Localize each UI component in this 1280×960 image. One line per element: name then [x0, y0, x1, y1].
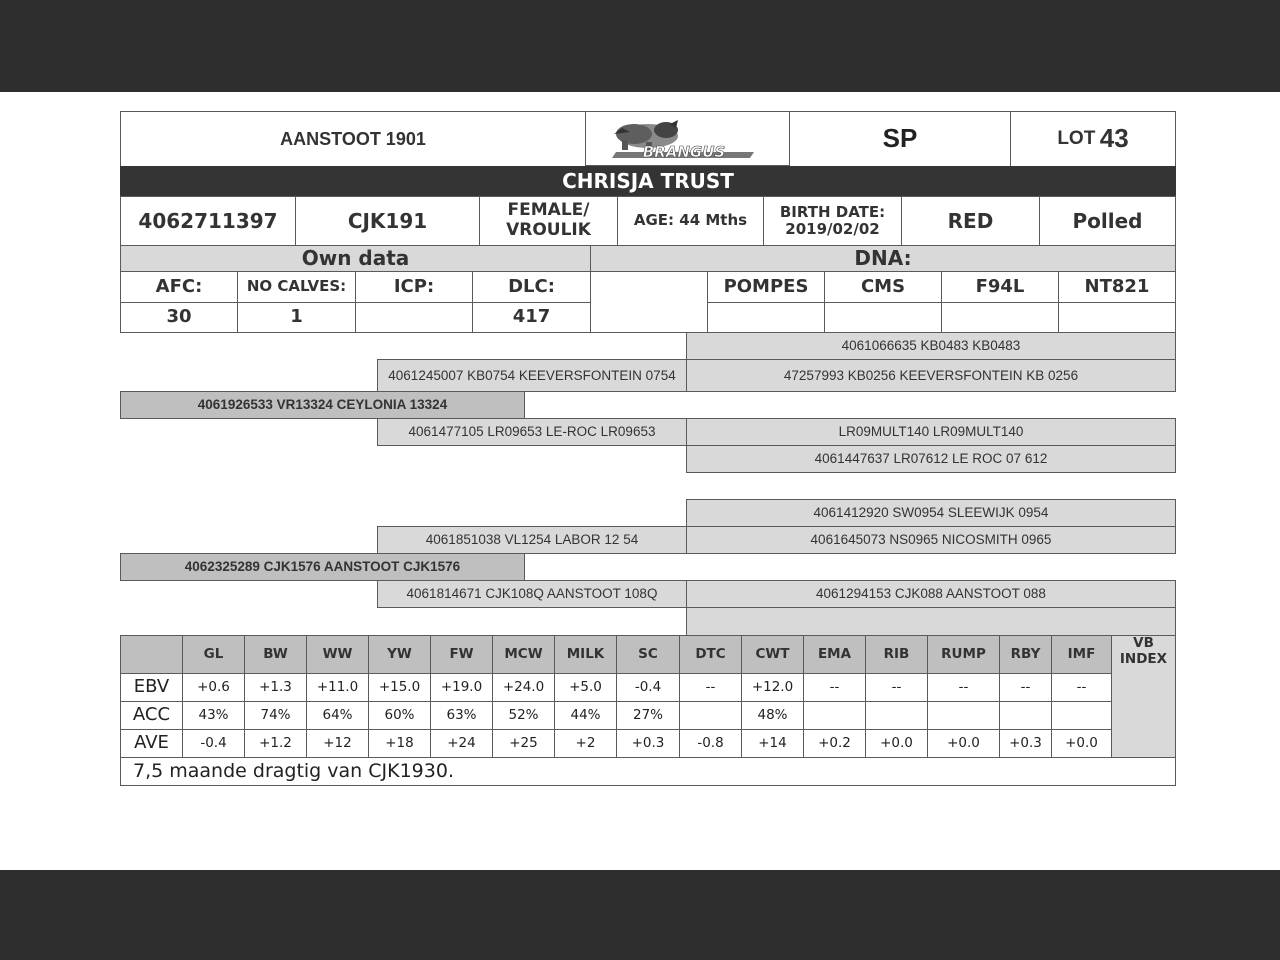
pedigree-dam-dam-dam — [686, 607, 1176, 636]
pedigree-dam-dam-sire: 4061294153 CJK088 AANSTOOT 088 — [686, 580, 1176, 608]
afc-label: AFC: — [120, 271, 238, 303]
ebv-header-bw: BW — [244, 635, 307, 674]
ebv-cell-ebv-rib: -- — [865, 673, 928, 702]
ebv-cell-ave-fw: +24 — [430, 729, 493, 758]
ebv-cell-ebv-yw: +15.0 — [368, 673, 431, 702]
ebv-header-fw: FW — [430, 635, 493, 674]
ebv-cell-acc-cwt: 48% — [741, 701, 804, 730]
ebv-cell-acc-ema — [803, 701, 866, 730]
ebv-cell-acc-fw: 63% — [430, 701, 493, 730]
pedigree-sire: 4061926533 VR13324 CEYLONIA 13324 — [120, 391, 525, 419]
ebv-header-rby: RBY — [999, 635, 1052, 674]
vb-index-header: VB INDEX — [1111, 635, 1176, 758]
ebv-header-rib: RIB — [865, 635, 928, 674]
icp-value — [355, 302, 473, 333]
lot-label: LOT — [1057, 128, 1096, 150]
dlc-value: 417 — [472, 302, 591, 333]
ebv-header-corner — [120, 635, 183, 674]
ebv-header-ema: EMA — [803, 635, 866, 674]
ebv-cell-ave-milk: +2 — [554, 729, 617, 758]
ebv-cell-acc-milk: 44% — [554, 701, 617, 730]
ebv-cell-ebv-ww: +11.0 — [306, 673, 369, 702]
logo-wordmark: BRANGUS — [642, 143, 726, 161]
ebv-cell-ave-mcw: +25 — [492, 729, 555, 758]
animal-sex: FEMALE/ VROULIK — [479, 196, 618, 246]
dna-f94l-value — [941, 302, 1059, 333]
no-calves-value: 1 — [237, 302, 356, 333]
ebv-cell-ebv-dtc: -- — [679, 673, 742, 702]
ebv-cell-acc-rby — [999, 701, 1052, 730]
brangus-logo-icon — [586, 112, 789, 165]
ebv-cell-ave-ema: +0.2 — [803, 729, 866, 758]
ebv-cell-ave-cwt: +14 — [741, 729, 804, 758]
dna-nt821-value — [1058, 302, 1176, 333]
pedigree-dam-sire-dam: 4061645073 NS0965 NICOSMITH 0965 — [686, 526, 1176, 554]
ebv-cell-ebv-fw: +19.0 — [430, 673, 493, 702]
pedigree-dam-sire-sire: 4061412920 SW0954 SLEEWIJK 0954 — [686, 499, 1176, 527]
ebv-header-mcw: MCW — [492, 635, 555, 674]
ebv-cell-acc-dtc — [679, 701, 742, 730]
ebv-cell-ave-sc: +0.3 — [616, 729, 680, 758]
comment-text: 7,5 maande dragtig van CJK1930. — [120, 757, 1176, 786]
ebv-cell-acc-imf — [1051, 701, 1112, 730]
ebv-cell-acc-bw: 74% — [244, 701, 307, 730]
dna-pompes-label: POMPES — [707, 271, 825, 303]
breeder-name: AANSTOOT 1901 — [120, 111, 586, 167]
pedigree-dam-dam: 4061814671 CJK108Q AANSTOOT 108Q — [377, 580, 687, 608]
ebv-header-milk: MILK — [554, 635, 617, 674]
pedigree-dam-sire: 4061851038 VL1254 LABOR 12 54 — [377, 526, 687, 554]
pedigree-sire-sire-sire: 4061066635 KB0483 KB0483 — [686, 332, 1176, 360]
ebv-cell-acc-rib — [865, 701, 928, 730]
dna-nt821-label: NT821 — [1058, 271, 1176, 303]
ebv-cell-ebv-ema: -- — [803, 673, 866, 702]
ebv-cell-ebv-rby: -- — [999, 673, 1052, 702]
ebv-cell-acc-rump — [927, 701, 1000, 730]
ebv-header-sc: SC — [616, 635, 680, 674]
pedigree-dam: 4062325289 CJK1576 AANSTOOT CJK1576 — [120, 553, 525, 581]
owner-name: CHRISJA TRUST — [120, 166, 1176, 197]
ebv-row-label-acc: ACC — [120, 701, 183, 730]
ebv-cell-ave-dtc: -0.8 — [679, 729, 742, 758]
ebv-cell-ebv-gl: +0.6 — [182, 673, 245, 702]
ebv-cell-ebv-imf: -- — [1051, 673, 1112, 702]
animal-age: AGE: 44 Mths — [617, 196, 764, 246]
animal-id-number: 4062711397 — [120, 196, 296, 246]
icp-label: ICP: — [355, 271, 473, 303]
brangus-logo — [585, 111, 790, 166]
ebv-cell-ave-yw: +18 — [368, 729, 431, 758]
ebv-header-gl: GL — [182, 635, 245, 674]
pedigree-sire-dam-sire: LR09MULT140 LR09MULT140 — [686, 418, 1176, 446]
ebv-header-ww: WW — [306, 635, 369, 674]
dna-cms-label: CMS — [824, 271, 942, 303]
ebv-header-cwt: CWT — [741, 635, 804, 674]
ebv-cell-ave-rump: +0.0 — [927, 729, 1000, 758]
ebv-cell-ebv-bw: +1.3 — [244, 673, 307, 702]
ebv-cell-ebv-cwt: +12.0 — [741, 673, 804, 702]
top-border-bar — [0, 0, 1280, 92]
bottom-border-bar — [0, 870, 1280, 960]
class-code: SP — [789, 111, 1011, 167]
ebv-header-rump: RUMP — [927, 635, 1000, 674]
ebv-header-yw: YW — [368, 635, 431, 674]
dna-title: DNA: — [590, 245, 1176, 272]
dna-cms-value — [824, 302, 942, 333]
dna-pompes-value — [707, 302, 825, 333]
ebv-cell-acc-sc: 27% — [616, 701, 680, 730]
ebv-cell-ave-bw: +1.2 — [244, 729, 307, 758]
ebv-cell-ave-imf: +0.0 — [1051, 729, 1112, 758]
dna-f94l-label: F94L — [941, 271, 1059, 303]
ebv-header-imf: IMF — [1051, 635, 1112, 674]
ebv-cell-acc-mcw: 52% — [492, 701, 555, 730]
dna-blank-cell — [590, 271, 708, 333]
animal-colour: RED — [901, 196, 1040, 246]
ebv-cell-acc-ww: 64% — [306, 701, 369, 730]
ebv-cell-ebv-mcw: +24.0 — [492, 673, 555, 702]
ebv-cell-ebv-milk: +5.0 — [554, 673, 617, 702]
no-calves-label: NO CALVES: — [237, 271, 356, 303]
ebv-cell-ebv-sc: -0.4 — [616, 673, 680, 702]
dlc-label: DLC: — [472, 271, 591, 303]
lot-cell — [1010, 111, 1176, 167]
ebv-row-label-ebv: EBV — [120, 673, 183, 702]
pedigree-sire-dam-dam: 4061447637 LR07612 LE ROC 07 612 — [686, 445, 1176, 473]
ebv-cell-acc-gl: 43% — [182, 701, 245, 730]
ebv-row-label-ave: AVE — [120, 729, 183, 758]
own-data-title: Own data — [120, 245, 591, 272]
ebv-cell-ave-gl: -0.4 — [182, 729, 245, 758]
pedigree-sire-sire: 4061245007 KB0754 KEEVERSFONTEIN 0754 — [377, 359, 687, 392]
pedigree-sire-dam: 4061477105 LR09653 LE-ROC LR09653 — [377, 418, 687, 446]
ebv-cell-acc-yw: 60% — [368, 701, 431, 730]
animal-horn-status: Polled — [1039, 196, 1176, 246]
animal-tag: CJK191 — [295, 196, 480, 246]
ebv-cell-ave-ww: +12 — [306, 729, 369, 758]
ebv-cell-ave-rib: +0.0 — [865, 729, 928, 758]
pedigree-sire-sire-dam: 47257993 KB0256 KEEVERSFONTEIN KB 0256 — [686, 359, 1176, 392]
lot-number: 43 — [1099, 123, 1129, 154]
animal-birth-date: BIRTH DATE: 2019/02/02 — [763, 196, 902, 246]
ebv-header-dtc: DTC — [679, 635, 742, 674]
ebv-cell-ebv-rump: -- — [927, 673, 1000, 702]
afc-value: 30 — [120, 302, 238, 333]
ebv-cell-ave-rby: +0.3 — [999, 729, 1052, 758]
